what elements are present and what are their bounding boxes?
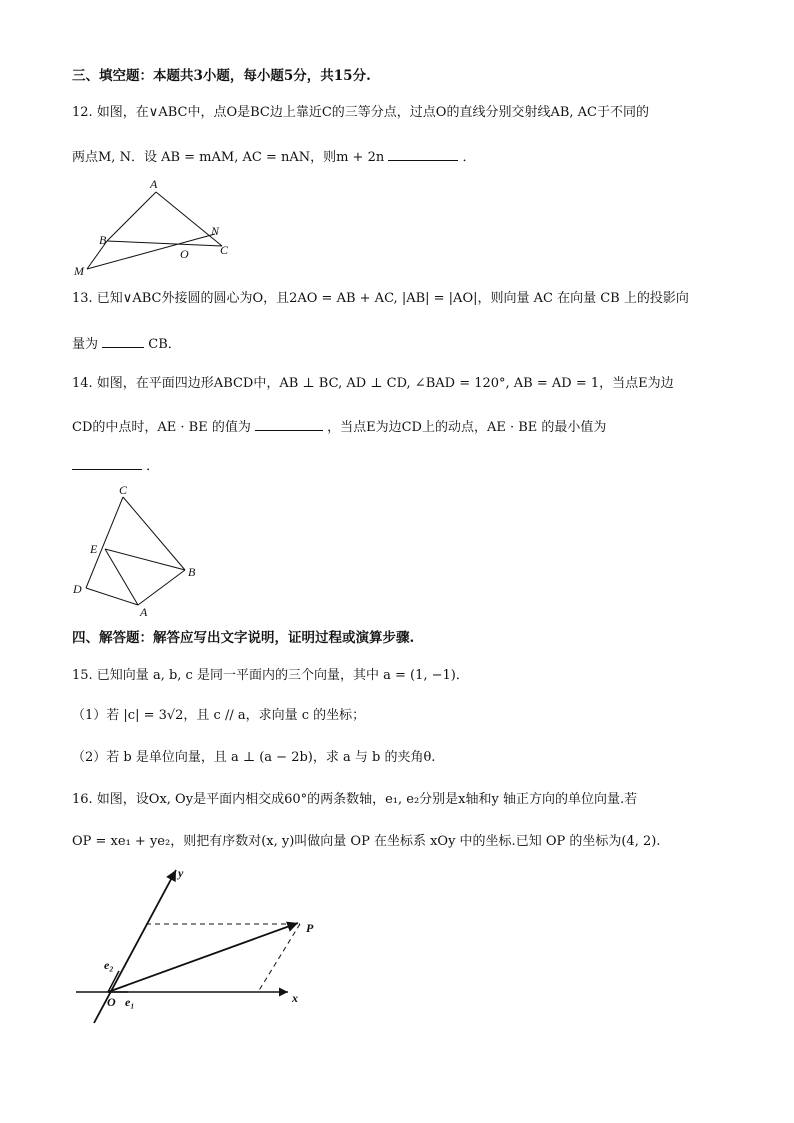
question-14-line-1: 14. 如图，在平面四边形ABCD中，AB ⊥ BC, AD ⊥ CD, ∠BAD = 120°, AB = AD = 1，当点E为边 — [72, 376, 674, 391]
question-12-end: ． — [462, 150, 476, 165]
question-13-text: 量为 — [72, 337, 99, 352]
question-12-line-2 — [72, 146, 476, 167]
figure-quadrilateral-abcd — [68, 480, 208, 620]
section-heading-fill-in: 三、填空题：本题共3小题，每小题5分，共15分. — [72, 68, 371, 84]
question-14-end: ． — [146, 459, 160, 474]
answer-blank[interactable] — [388, 146, 458, 161]
label-a: A — [140, 605, 148, 619]
question-12-line-1: 12. 如图，在∨ABC中，点O是BC边上靠近C的三等分点，过点O的直线分别交射线AB, AC于不同的 — [72, 105, 649, 120]
question-15-line-1: 15. 已知向量 a, b, c 是同一平面内的三个向量，其中 a = (1, −1)． — [72, 668, 469, 683]
question-14-line-3 — [72, 455, 159, 476]
question-15-part-2: （2）若 b 是单位向量，且 a ⊥ (a − 2b)，求 a 与 b 的夹角θ. — [72, 750, 436, 765]
question-16-line-1: 16. 如图，设Ox, Oy是平面内相交成60°的两条数轴，e₁, e₂分别是x轴和y 轴正方向的单位向量.若 — [72, 792, 638, 807]
question-14-line-2 — [72, 416, 606, 437]
label-e2: e₂ — [104, 958, 114, 972]
label-b: B — [188, 565, 196, 579]
label-c: C — [119, 483, 128, 497]
label-m: M — [74, 264, 84, 275]
label-e: E — [90, 542, 98, 556]
answer-blank[interactable] — [102, 333, 144, 348]
question-14-text-a: CD的中点时，AE · BE 的值为 — [72, 420, 251, 435]
question-13-line-2 — [72, 333, 181, 354]
question-16-line-2: OP = xe₁ + ye₂，则把有序数对(x, y)叫做向量 OP 在坐标系 xOy 中的坐标.已知 OP 的坐标为(4, 2). — [72, 834, 661, 849]
label-a: A — [150, 177, 158, 191]
answer-blank-2[interactable] — [72, 455, 142, 470]
label-x: x — [292, 991, 298, 1005]
section-heading-answers: 四、解答题：解答应写出文字说明，证明过程或演算步骤. — [72, 630, 415, 646]
figure-oblique-axes — [70, 860, 320, 1030]
question-13-line-1: 13. 已知∨ABC外接圆的圆心为O，且2AO = AB + AC, |AB| = |AO|，则向量 AC 在向量 CB 上的投影向 — [72, 291, 689, 306]
label-d: D — [73, 582, 82, 596]
label-o: O — [180, 247, 189, 261]
label-n: N — [211, 224, 220, 238]
label-c: C — [220, 243, 229, 257]
label-p: P — [306, 921, 314, 935]
question-15-part-1: （1）若 |c| = 3√2，且 c // a，求向量 c 的坐标； — [72, 708, 366, 723]
label-o: O — [107, 995, 116, 1009]
figure-triangle-abc — [70, 175, 240, 275]
label-e1: e₁ — [125, 995, 135, 1009]
question-13-end: CB． — [148, 337, 181, 352]
label-y: y — [178, 866, 184, 880]
answer-blank-1[interactable] — [255, 416, 323, 431]
question-14-text-b: ，当点E为边CD上的动点，AE · BE 的最小值为 — [327, 420, 607, 435]
label-b: B — [99, 233, 107, 247]
question-12-text: 两点M, N．设 AB = mAM, AC = nAN，则m + 2n — [72, 150, 385, 165]
